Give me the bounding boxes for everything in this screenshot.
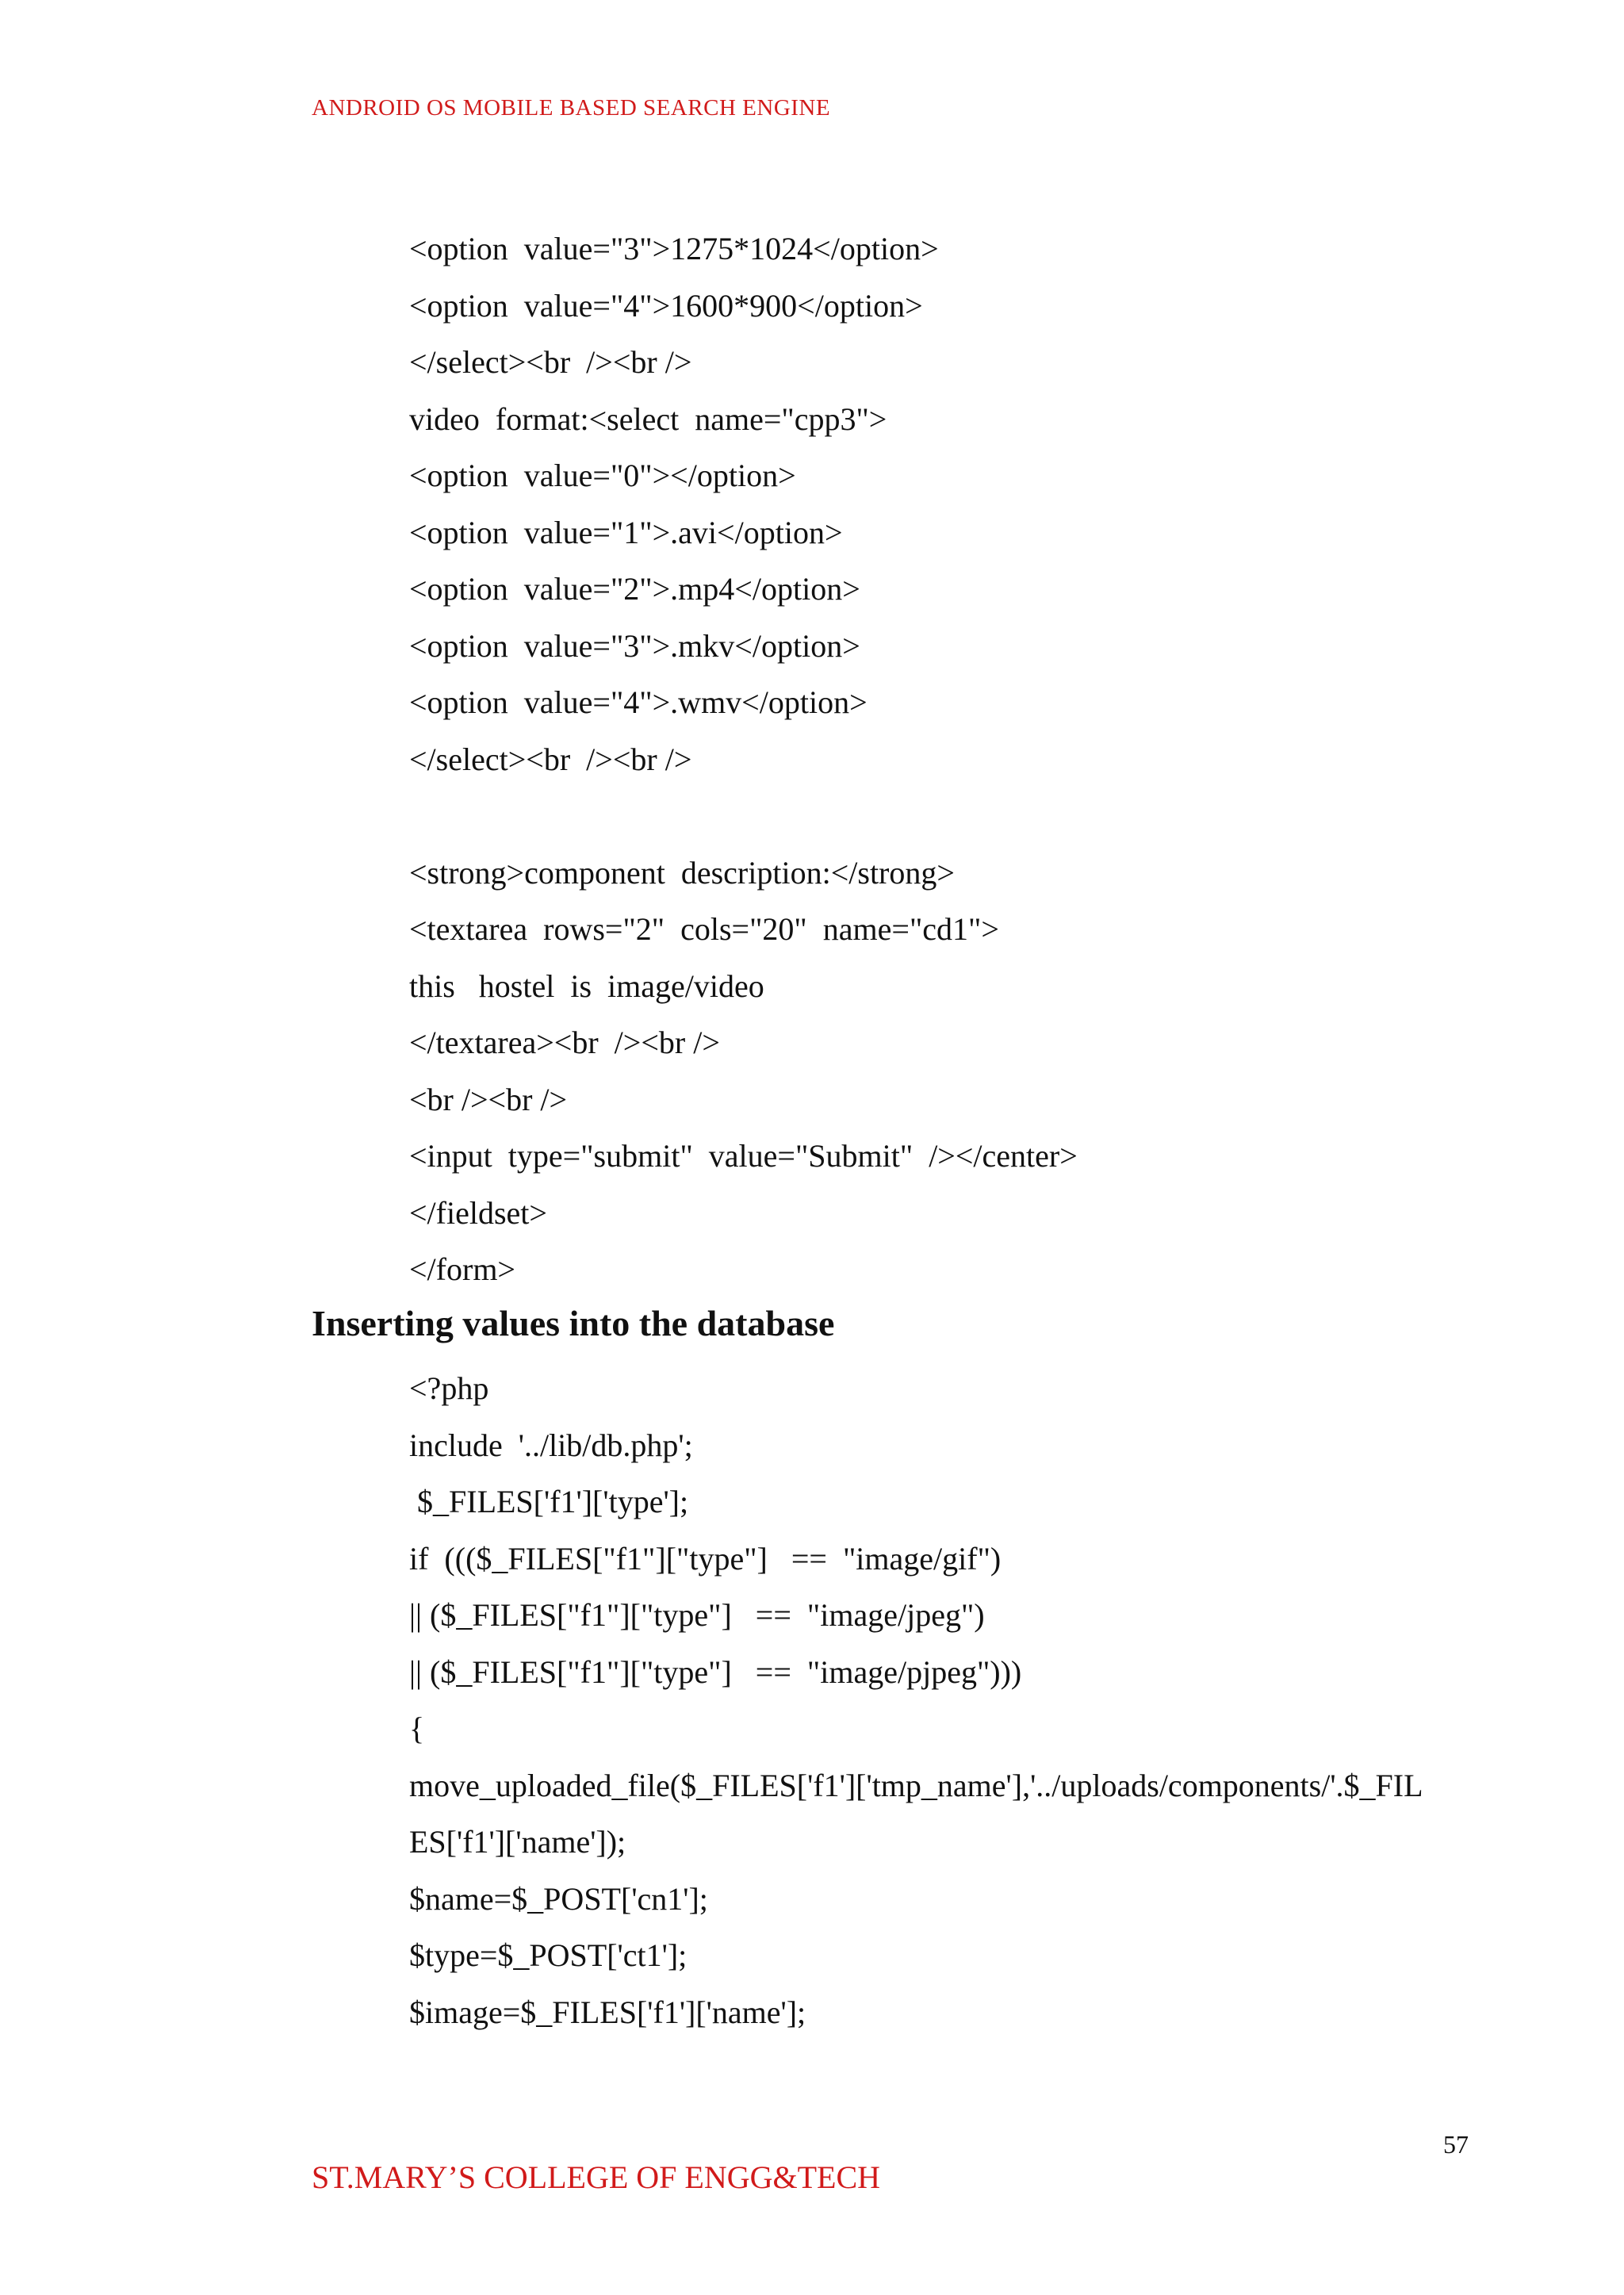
code-line: <?php xyxy=(409,1370,489,1406)
code-line: $image=$_FILES['f1']['name']; xyxy=(409,1994,806,2030)
code-line: <option value="3">.mkv</option> xyxy=(409,627,860,664)
code-line: $_FILES['f1']['type']; xyxy=(409,1484,689,1519)
code-line: <br /><br /> xyxy=(409,1081,568,1117)
page-header: ANDROID OS MOBILE BASED SEARCH ENGINE xyxy=(312,95,831,121)
code-line: <option value="1">.avi</option> xyxy=(409,514,843,550)
code-line: <option value="4">1600*900</option> xyxy=(409,287,923,324)
code-block-form xyxy=(409,220,1078,1298)
code-line: if ((($_FILES["f1"]["type"] == "image/gif") xyxy=(409,1540,1002,1577)
code-block-php xyxy=(409,1360,1423,2040)
code-line: <option value="4">.wmv</option> xyxy=(409,684,868,720)
code-line: ES['f1']['name']); xyxy=(409,1824,626,1860)
code-line: $name=$_POST['cn1']; xyxy=(409,1880,708,1917)
code-line: </select><br /><br /> xyxy=(409,741,692,777)
code-line: || ($_FILES["f1"]["type"] == "image/jpeg") xyxy=(409,1597,985,1633)
code-line: || ($_FILES["f1"]["type"] == "image/pjpeg"))) xyxy=(409,1653,1022,1690)
code-line: </form> xyxy=(409,1251,515,1287)
code-line: video format:<select name="cpp3"> xyxy=(409,400,887,437)
code-line: <option value="2">.mp4</option> xyxy=(409,571,860,607)
page-footer: ST.MARY’S COLLEGE OF ENGG&TECH xyxy=(312,2159,881,2195)
code-line: <textarea rows="2" cols="20" name="cd1"> xyxy=(409,911,999,947)
code-line: <option value="3">1275*1024</option> xyxy=(409,231,939,266)
code-line: include '../lib/db.php'; xyxy=(409,1427,693,1463)
code-line: { xyxy=(409,1711,425,1746)
code-line: move_uploaded_file($_FILES['f1']['tmp_name'],'../uploads/components/'.$_FIL xyxy=(409,1767,1423,1803)
code-line: </textarea><br /><br /> xyxy=(409,1025,720,1060)
code-line: $type=$_POST['ct1']; xyxy=(409,1937,688,1973)
code-line-blank xyxy=(409,787,1078,845)
section-heading: Inserting values into the database xyxy=(312,1303,835,1343)
code-line: <strong>component description:</strong> xyxy=(409,854,955,891)
page-number: 57 xyxy=(1443,2130,1469,2159)
code-line: <option value="0"></option> xyxy=(409,458,796,493)
code-line: </fieldset> xyxy=(409,1194,547,1231)
code-line: <input type="submit" value="Submit" /></center> xyxy=(409,1138,1078,1174)
code-line: this hostel is image/video xyxy=(409,967,764,1004)
code-line: </select><br /><br /> xyxy=(409,344,692,380)
